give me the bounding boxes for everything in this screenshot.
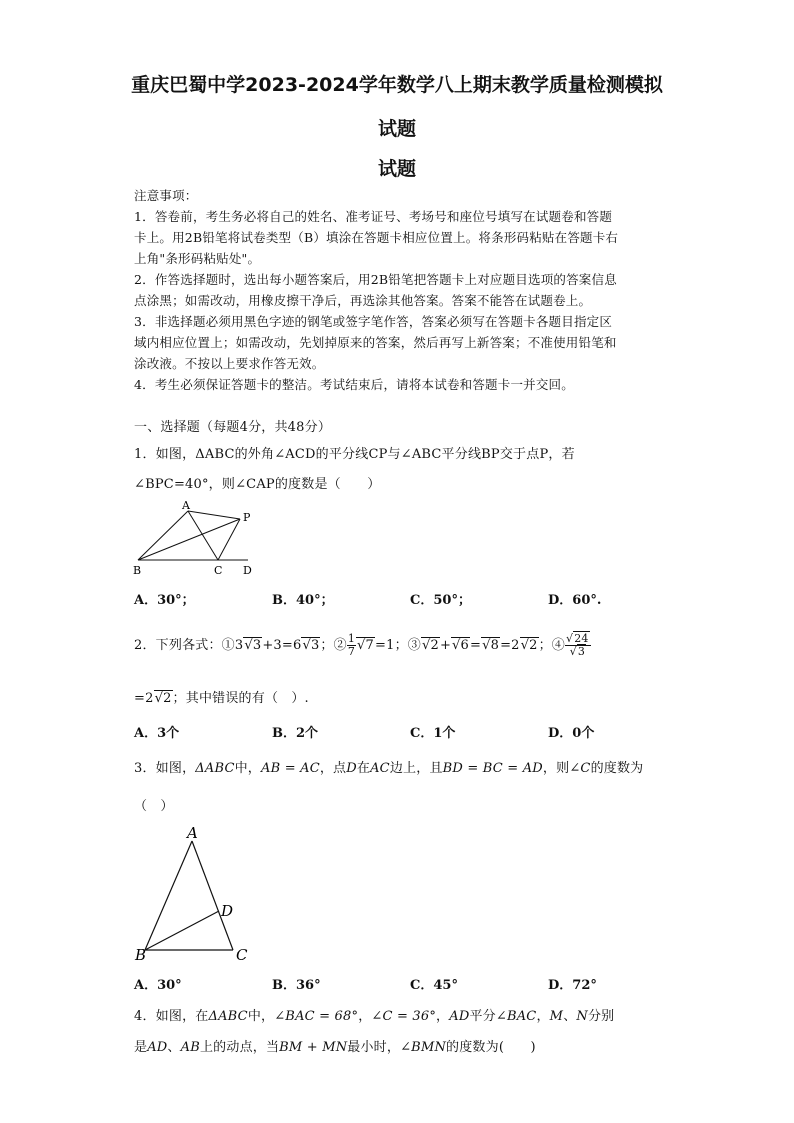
q3-option-b: B．36°	[272, 978, 321, 993]
title-line-1: 重庆巴蜀中学2023-2024学年数学八上期末教学质量检测模拟	[131, 74, 663, 96]
math-expression: ΔABC	[208, 1009, 248, 1024]
q1-segment-cp	[218, 519, 240, 560]
q1-label-b: B	[133, 564, 142, 577]
section-heading: 一、选择题（每题4分，共48分）	[134, 420, 332, 435]
q3-segment-bd	[145, 911, 219, 950]
q3-figure	[132, 822, 262, 962]
sqrt-2: √2	[154, 691, 172, 706]
fraction	[565, 633, 591, 658]
q3-segment-ac	[192, 841, 233, 950]
q1-label-p: P	[243, 511, 251, 524]
notes-line: 1．答卷前，考生务必将自己的姓名、准考证号、考场号和座位号填写在试题卷和答题	[134, 209, 613, 224]
q4-text: 中，	[247, 1009, 275, 1024]
notes-line: 2．作答选择题时，选出每小题答案后，用2B铅笔把答题卡上对应题目选项的答案信息	[134, 272, 617, 287]
math-expression: AD	[449, 1009, 470, 1024]
q1-option-a: A．30°；	[134, 593, 195, 608]
sqrt-7: √7	[357, 638, 374, 653]
q4-text: 、	[167, 1040, 181, 1055]
math-expression: M	[549, 1009, 564, 1024]
q3-text: 3．如图，	[134, 761, 196, 776]
math-expression: ∠BAC	[495, 1009, 537, 1024]
radicand: 3	[577, 645, 586, 658]
math-expression: ∠BMN	[400, 1040, 447, 1055]
q4-text: ，	[358, 1009, 372, 1024]
math-expression: ∠C = 36°	[371, 1009, 437, 1024]
q2-text: =1；③	[375, 638, 421, 653]
q2-text-line-1	[134, 633, 591, 658]
q1-text-line-2: ∠BPC=40°，则∠CAP的度数是（ ）	[134, 477, 381, 492]
notes-line: 涂改液。不按以上要求作答无效。	[134, 356, 325, 371]
math-expression: AB	[180, 1040, 200, 1055]
fraction-denominator: √3	[569, 645, 586, 658]
q3-text-line-1	[134, 757, 643, 776]
radicand: 24	[574, 632, 589, 645]
math-expression: D	[346, 761, 357, 776]
q2-text: +3=6	[262, 638, 302, 653]
q3-label-d: D	[221, 902, 234, 920]
q1-segment-bp	[138, 519, 240, 560]
notes-line: 卡上。用2B铅笔将试卷类型（B）填涂在答题卡相应位置上。将条形码粘贴在答题卡右	[134, 230, 619, 245]
q1-segment-ac	[188, 511, 218, 560]
q1-option-d: D．60°.	[548, 593, 602, 608]
fraction	[347, 633, 356, 658]
notes-line: 上角"条形码粘贴处"。	[134, 251, 261, 266]
math-expression: BD = BC = AD	[442, 761, 543, 776]
sqrt-8: √8	[482, 638, 500, 653]
q3-text: 边上，且	[389, 761, 443, 776]
math-expression: N	[576, 1009, 588, 1024]
q2-text-line-2	[134, 687, 309, 706]
q3-option-c: C．45°	[410, 978, 458, 993]
q3-text: ，点	[319, 761, 347, 776]
radicand: 3	[310, 638, 320, 653]
q1-figure	[130, 500, 270, 580]
fraction-denominator: 7	[347, 645, 356, 658]
math-expression: ΔABC	[195, 761, 235, 776]
notes-line: 4．考生必须保证答题卡的整洁。考试结束后，请将本试卷和答题卡一并交回。	[134, 377, 574, 392]
q1-option-b: B．40°；	[272, 593, 334, 608]
math-expression: AC	[370, 761, 390, 776]
q4-text: 4．如图，在	[134, 1009, 209, 1024]
q2-text: =2	[500, 638, 520, 653]
math-expression: ∠BAC = 68°	[274, 1009, 359, 1024]
q4-text: 最小时，	[347, 1040, 401, 1055]
q3-text: 的度数为	[590, 761, 644, 776]
q4-text: 上的动点，当	[199, 1040, 280, 1055]
q4-text: 分别	[587, 1009, 615, 1024]
q2-text: ；②	[320, 638, 347, 653]
q1-text-line-1: 1．如图，ΔABC的外角∠ACD的平分线CP与∠ABC平分线BP交于点P，若	[134, 447, 575, 462]
radicand: 6	[460, 638, 469, 653]
sqrt-3: √3	[302, 638, 320, 653]
q1-label-a: A	[182, 500, 190, 512]
title-line-3: 试题	[377, 158, 416, 180]
radicand: 7	[365, 638, 374, 653]
radicand: 3	[252, 638, 262, 653]
sqrt-2: √2	[520, 638, 538, 653]
q1-option-c: C．50°；	[410, 593, 471, 608]
q2-text: ；④	[538, 638, 566, 653]
q4-text-line-2	[134, 1036, 536, 1055]
fraction-numerator: √24	[566, 632, 589, 645]
q2-text: +	[439, 638, 452, 653]
radicand: 8	[490, 638, 500, 653]
q1-segment-ba	[138, 511, 188, 560]
q3-text: ，则	[542, 761, 570, 776]
math-expression: AD	[147, 1040, 168, 1055]
q2-text: =2	[134, 691, 154, 706]
math-expression: AB = AC	[261, 761, 320, 776]
notes-line: 3．非选择题必须用黑色字迹的钢笔或签字笔作答，答案必须写在答题卡各题目指定区	[134, 314, 613, 329]
q4-text: 、	[563, 1009, 577, 1024]
q4-text: ，	[536, 1009, 550, 1024]
q2-option-a: A．3个	[134, 726, 180, 741]
q1-label-d: D	[243, 564, 252, 577]
math-expression: ∠C	[569, 761, 591, 776]
radicand: 2	[163, 691, 172, 706]
notes-line: 点涂黑；如需改动，用橡皮擦干净后，再选涂其他答案。答案不能答在试题卷上。	[134, 293, 592, 308]
q4-text: 平分	[469, 1009, 496, 1024]
sqrt-3: √3	[244, 638, 262, 653]
q4-text: 的度数为( )	[446, 1040, 536, 1055]
q2-option-d: D．0个	[548, 726, 595, 741]
radicand: 2	[430, 638, 439, 653]
q4-text: ，	[436, 1009, 450, 1024]
title-line-2: 试题	[377, 118, 416, 140]
fraction-numerator: 1	[347, 632, 356, 645]
sqrt-6: √6	[452, 638, 469, 653]
q2-option-b: B．2个	[272, 726, 319, 741]
q3-option-a: A．30°	[134, 978, 182, 993]
notes-heading: 注意事项：	[134, 188, 198, 203]
sqrt-2: √2	[421, 638, 439, 653]
notes-line: 域内相应位置上；如需改动，先划掉原来的答案，然后再写上新答案；不准使用铅笔和	[134, 335, 617, 350]
q2-text: =	[470, 638, 482, 653]
q3-label-a: A	[187, 824, 198, 842]
q2-text: ；其中错误的有（ ）.	[172, 691, 309, 706]
q4-text-line-1	[134, 1005, 614, 1024]
q2-option-c: C．1个	[410, 726, 456, 741]
radicand: 2	[529, 638, 538, 653]
q3-text: 中，	[234, 761, 262, 776]
q4-text: 是	[134, 1040, 148, 1055]
q3-label-c: C	[236, 946, 248, 962]
q1-label-c: C	[214, 564, 223, 577]
q2-text: 2．下列各式：①3	[134, 638, 244, 653]
q1-segment-ap	[188, 511, 240, 519]
q3-text-line-2: （ ）	[134, 799, 174, 814]
q3-label-b: B	[135, 946, 147, 962]
q3-option-d: D．72°	[548, 978, 597, 993]
q3-text: 在	[356, 761, 371, 776]
q3-segment-ab	[145, 841, 192, 950]
math-expression: BM + MN	[279, 1040, 348, 1055]
